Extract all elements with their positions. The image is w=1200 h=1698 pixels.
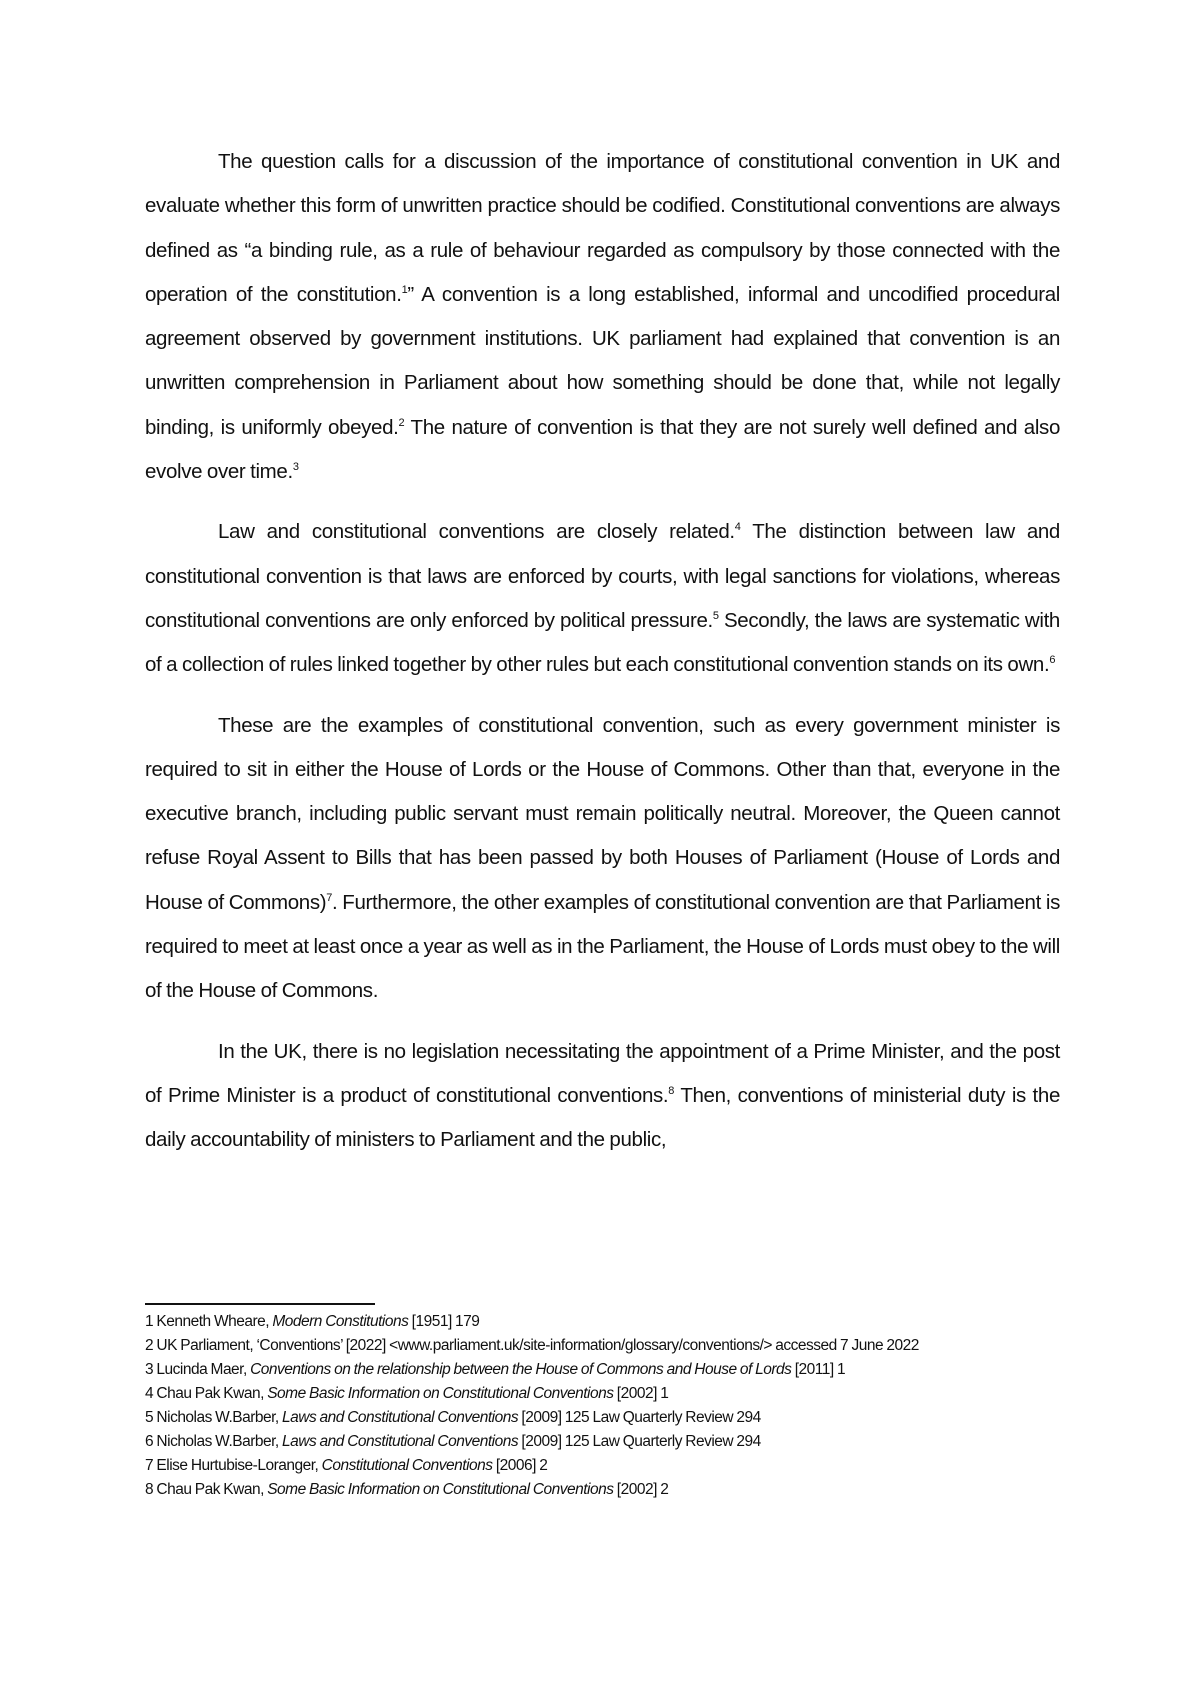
footnote-ref-1: 1	[401, 284, 408, 297]
footnote-title: Conventions on the relationship between the House of Commons and House of Lords	[250, 1361, 792, 1378]
footnote-8	[145, 1478, 1060, 1502]
footnote-title: Laws and Constitutional Conventions	[282, 1409, 519, 1426]
footnote-ref-7: 7	[326, 891, 332, 904]
paragraph-text: The distinction between law and constitutional convention is that laws are enforced by courts, with legal sanctions for violations, whereas constitutional conventions are only enforced by political pressure.	[145, 520, 1060, 632]
footnote-text: 8 Chau Pak Kwan,	[145, 1481, 268, 1498]
footnote-4	[145, 1382, 1060, 1406]
footnote-5	[145, 1406, 1060, 1430]
footnote-text: 4 Chau Pak Kwan,	[145, 1385, 268, 1402]
footnote-text: [2002] 1	[613, 1385, 669, 1402]
footnote-text: 3 Lucinda Maer,	[145, 1361, 251, 1378]
footnote-ref-5: 5	[712, 610, 719, 623]
footnotes	[145, 1310, 1060, 1502]
footnote-text: [2002] 2	[613, 1481, 669, 1498]
footnote-text: 7 Elise Hurtubise-Loranger,	[145, 1457, 322, 1474]
footnote-title: Some Basic Information on Constitutional Conventions	[267, 1385, 614, 1402]
paragraph-text: Secondly, the laws are systematic with of a collection of rules linked together by other rules but each constitutional convention stands on its own.	[145, 608, 1060, 677]
paragraph-3	[145, 704, 1060, 1014]
footnote-text: 1 Kenneth Wheare,	[145, 1313, 273, 1330]
footnote-separator	[145, 1303, 375, 1305]
document-body	[145, 140, 1060, 1179]
footnote-3	[145, 1358, 1060, 1382]
paragraph-text: The question calls for a discussion of the importance of constitutional convention in UK and evaluate whether this form of unwritten practice should be codified. Constitutional conventions are always defined as “a binding rule, as a rule of behaviour regarded as compulsory by those connected with the operation of the constitution.	[145, 150, 1060, 306]
footnote-text: [2009] 125 Law Quarterly Review 294	[518, 1409, 761, 1426]
footnote-1	[145, 1310, 1060, 1334]
footnote-ref-8: 8	[668, 1085, 675, 1098]
paragraph-text: ” A convention is a long established, informal and uncodified procedural agreement observed by government institutions. UK parliament had explained that convention is an unwritten comprehension in Parliament about how something should be done that, while not legally binding, is uniformly obeyed.	[145, 282, 1061, 439]
paragraph-1	[145, 140, 1060, 494]
footnote-ref-6: 6	[1049, 654, 1056, 667]
paragraph-text: The nature of convention is that they are not surely well defined and also evolve over time.	[145, 415, 1060, 484]
footnote-title: Laws and Constitutional Conventions	[282, 1433, 519, 1450]
paragraph-text: In the UK, there is no legislation necessitating the appointment of a Prime Minister, and the post of Prime Minister is a product of constitutional conventions.	[145, 1039, 1060, 1107]
footnote-title: Modern Constitutions	[272, 1313, 409, 1330]
paragraph-4	[145, 1030, 1060, 1163]
footnote-text: [2006] 2	[492, 1457, 548, 1474]
footnote-title: Constitutional Conventions	[321, 1457, 493, 1474]
footnote-6	[145, 1430, 1060, 1454]
footnote-ref-4: 4	[734, 521, 741, 534]
paragraph-2	[145, 510, 1060, 687]
footnote-title: Some Basic Information on Constitutional Conventions	[267, 1481, 614, 1498]
footnote-text: [2009] 125 Law Quarterly Review 294	[518, 1433, 761, 1450]
footnote-ref-2: 2	[398, 416, 405, 429]
paragraph-text: . Furthermore, the other examples of constitutional convention are that Parliament is required to meet at least once a year as well as in the Parliament, the House of Lords must obey to the will of the House of Commons.	[145, 890, 1060, 1003]
paragraph-text: Then, conventions of ministerial duty is the daily accountability of ministers to Parliament and the public,	[145, 1083, 1061, 1152]
footnote-2	[145, 1334, 1060, 1358]
paragraph-text: These are the examples of constitutional convention, such as every government minister is required to sit in either the House of Lords or the House of Commons. Other than that, everyone in the executive branch, including public servant must remain politically neutral. Moreover, the Queen cannot refuse Royal Assent to Bills that has been passed by both Houses of Parliament (House of Lords and House of Commons)	[145, 713, 1060, 914]
footnote-7	[145, 1454, 1060, 1478]
footnote-text: 5 Nicholas W.Barber,	[145, 1409, 283, 1426]
footnote-text: [1951] 179	[408, 1313, 480, 1330]
footnote-ref-3: 3	[292, 461, 299, 474]
paragraph-text: Law and constitutional conventions are closely related.	[218, 520, 735, 544]
footnote-text: 6 Nicholas W.Barber,	[145, 1433, 283, 1450]
footnote-text: [2011] 1	[791, 1361, 846, 1378]
footnote-text: 2 UK Parliament, ‘Conventions’ [2022] <www.parliament.uk/site-information/glossary/conventions/> accessed 7 June 2022	[145, 1337, 919, 1354]
